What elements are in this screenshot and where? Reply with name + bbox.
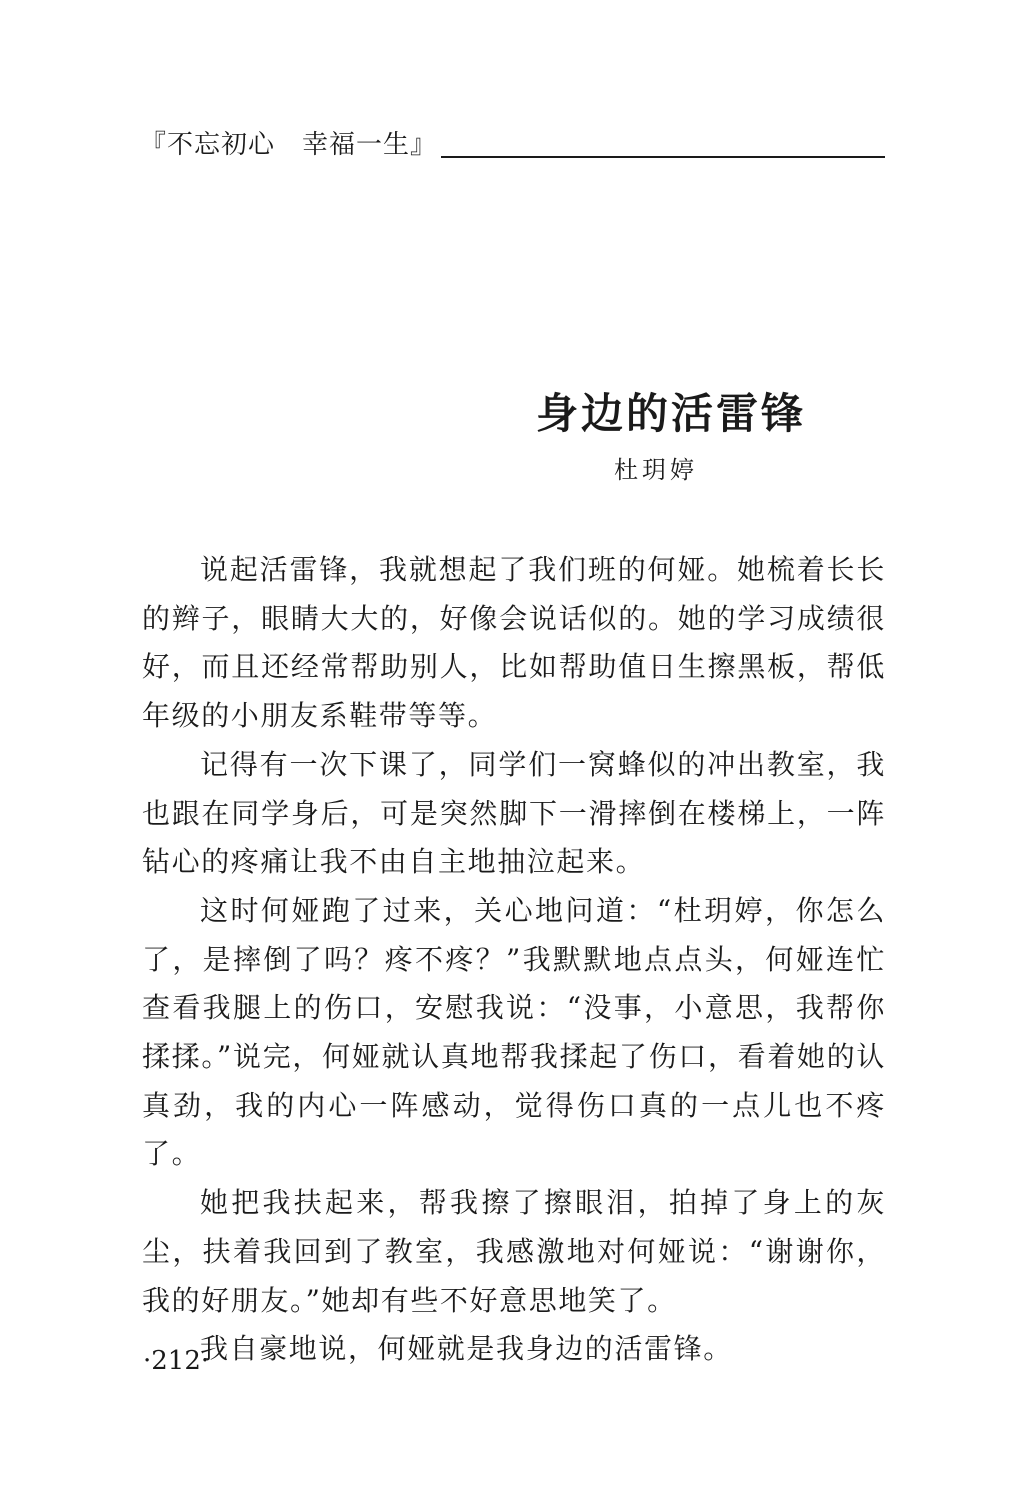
running-header-title: 『不忘初心 幸福一生』: [140, 130, 438, 160]
paragraph: 说起活雷锋，我就想起了我们班的何娅。她梳着长长的辫子，眼睛大大的，好像会说话似的。她的学习成绩很好，而且还经常帮助别人，比如帮助值日生擦黑板，帮低年级的小朋友系鞋带等等。: [142, 553, 886, 733]
page-number: ·212·: [143, 1346, 210, 1376]
paragraph: 这时何娅跑了过来，关心地问道：“杜玥婷，你怎么了，是摔倒了吗？疼不疼？”我默默地点点头，何娅连忙查看我腿上的伤口，安慰我说：“没事，小意思，我帮你揉揉。”说完，何娅就认真地帮我揉起了伤口，看着她的认真劲，我的内心一阵感动，觉得伤口真的一点儿也不疼了。: [142, 893, 886, 1171]
paragraph: 记得有一次下课了，同学们一窝蜂似的冲出教室，我也跟在同学身后，可是突然脚下一滑摔倒在楼梯上，一阵钻心的疼痛让我不由自主地抽泣起来。: [142, 747, 886, 879]
article-author: 杜玥婷: [614, 456, 698, 484]
running-header: [140, 128, 885, 160]
paragraph: 她把我扶起来，帮我擦了擦眼泪，拍掉了身上的灰尘，扶着我回到了教室，我感激地对何娅说：“谢谢你，我的好朋友。”她却有些不好意思地笑了。: [142, 1186, 886, 1317]
article-body: [142, 546, 886, 1374]
article-title: 身边的活雷锋: [536, 389, 807, 438]
running-header-rule: [441, 156, 885, 158]
paragraph: 我自豪地说，何娅就是我身边的活雷锋。: [200, 1332, 733, 1366]
